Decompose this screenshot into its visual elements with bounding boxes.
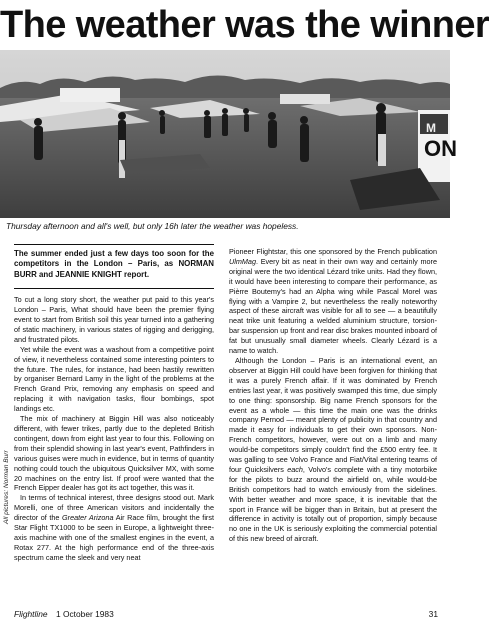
page-number: 31 [428, 609, 438, 619]
headline: The weather was the winner [0, 4, 489, 46]
right-column [229, 247, 437, 544]
right-paragraph-1 [229, 247, 437, 356]
right-paragraph-2-start: Although the London – Paris is an international event, an observer at Biggin Hill could have been forgiven for thinking that it was a purely French affair. If it was dominated by French entries last year, it was positively swamped this time, due simply to one thing: sponsorship. Big name French sponsors for the event as a whole — this time the main one was the drinks company Pernod — meant plenty of publicity in that country and made it easy for individuals to get their own sponsors. Non-French competitors, however, were out on a limb and many would-be competitors simply couldn't find the £500 entry fee. It was galling to see Volvo France and Fiat/Vital entering teams of four Quicksilvers [229, 355, 437, 474]
intro-authors: NORMAN BURR and JEANNIE KNIGHT report. [14, 259, 214, 279]
right-paragraph-2-italic: each [287, 464, 303, 474]
intro-text: The summer ended just a few days too soon for the competitors in the London – Paris, as [14, 249, 214, 269]
van-lettering: ON [424, 136, 457, 161]
intro-bottom-rule [14, 288, 214, 289]
right-paragraph-2 [229, 356, 437, 544]
photo-credit: All pictures: Norman Burr [3, 450, 10, 524]
airfield-photo [0, 50, 457, 218]
left-paragraph-2: Yet while the event was a washout from a competitive point of view, it nevertheless contained some interesting pointers to the future. The rules, for instance, had been hastily rewritten by organiser Bernard Lamy in the light of the problems at the French Grand Prix, removing any emphasis on speed and replacing it with navigation tasks, flour bombings, spot landings etc. [14, 344, 214, 414]
left-column [14, 244, 214, 563]
right-paragraph-1-italic: UlmMag [229, 256, 256, 266]
left-paragraph-4-italic: Greater Arizona [62, 513, 114, 523]
left-paragraph-3: The mix of machinery at Biggin Hill was also noticeably different, with fewer trikes, partly due to the depleted British contingent, down from eight last year to four this. Following on from their splendid showing in last year's event, Pathfinders in various guises were much in evidence, but in terms of quantity nothing could touch the ubiquitous Quicksilver MX, with some 20 machines on the entry list. If proof were wanted that the French Eipper dealer has got its act together, this was it. [14, 414, 214, 493]
van-lettering-top: M [426, 121, 436, 135]
right-paragraph-2-end: , Volvo's complete with a tiny motorbike for the pilots to buzz around the airfield on, while would-be British competitors had to watch enviously from the sidelines. With better weather and more space, it is inevitable that the sport in France will be bigger than in Britain, but at present the difference in activity is totally out of proportion, simply because no one in the UK is seriously exploiting the commercial potential of this new breed of aircraft. [229, 464, 437, 544]
footer-date: 1 October 1983 [56, 609, 114, 619]
left-paragraph-4 [14, 493, 214, 562]
left-paragraph-4-start: In terms of technical interest, three designs stood out. Mark Morelli, one of three American visitors and incidentally the director of the [14, 493, 214, 523]
left-paragraph-4-end: Air Race film, brought the first Star Flight TX1000 to be seen in Europe, a lightweight three-axis machine with one of the smallest engines in the event, a Rotax 277. At the high performance end of the three-axis spectrum came the sleek and very neat [14, 513, 214, 562]
right-paragraph-1-end: . Every bit as neat in their own way and certainly more original were the two identical Lézard trike units. Had they flown, it would have been interesting to compare their performance, as Pièrre Boutemy's had an Alpha wing while Pascal Morel was flying with a Vampire 2, but nevertheless the really noteworthy aspect of these aircraft was visible for all to see — a beautifully neat trike unit featuring a welded aluminium structure, torsion-bar suspension up front and rear disc brakes mounted inboard of fat but unusually small diameter wheels. Clearly Lézard is a name to watch. [229, 256, 437, 356]
left-paragraph-1: To cut a long story short, the weather put paid to this year's London – Paris, What should have been the premier flying event to start from British soil this year turned into a gathering of static machinery, in various states of rigging and derigging, and frustrated pilots. [14, 295, 214, 344]
footer-publication: Flightline [14, 609, 48, 619]
right-paragraph-1-start: Pioneer Flightstar, this one sponsored by the French publication [229, 247, 437, 256]
photo-caption: Thursday afternoon and all's well, but only 16h later the weather was hopeless. [6, 221, 299, 231]
photo-graphic [0, 50, 457, 218]
page-footer [14, 609, 438, 623]
intro-standfirst [14, 249, 214, 280]
intro-top-rule [14, 244, 214, 245]
